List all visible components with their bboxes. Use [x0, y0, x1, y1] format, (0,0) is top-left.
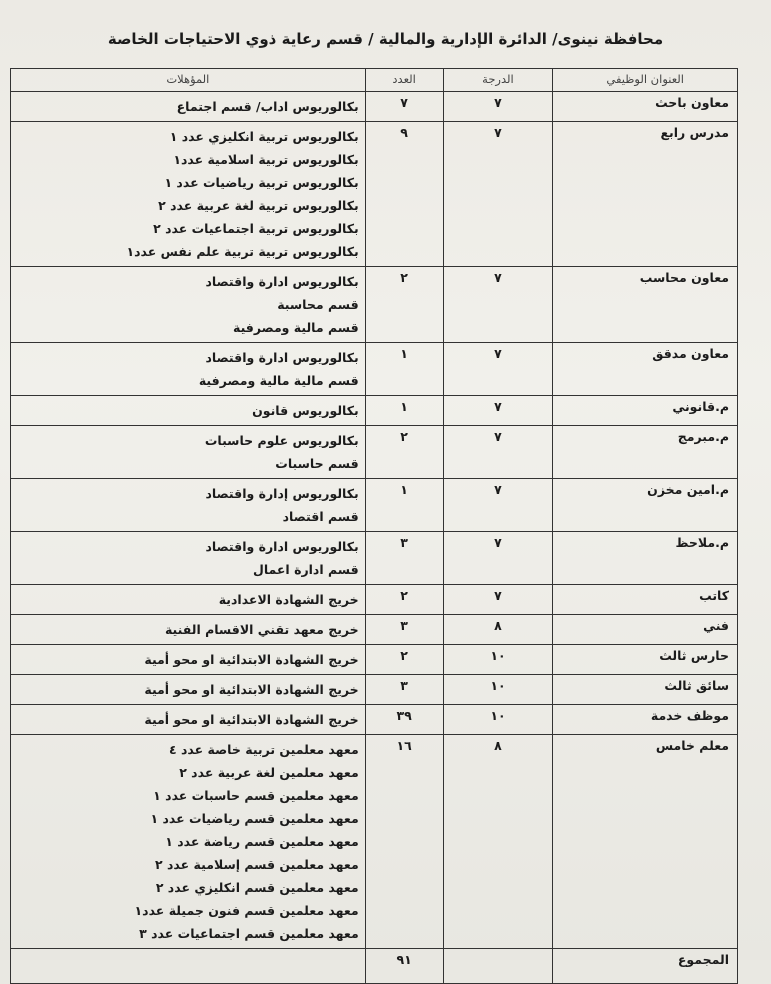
- job-title-cell: موظف خدمة: [553, 705, 738, 735]
- table-row: [11, 735, 738, 949]
- grade-cell: ٧: [443, 532, 553, 585]
- qualification-line: بكالوريوس تربية رياضيات عدد ١: [164, 175, 359, 190]
- jobs-table: [10, 68, 738, 984]
- count-cell: ١: [365, 343, 443, 396]
- job-title-cell: معاون باحث: [553, 92, 738, 122]
- grade-cell: ٧: [443, 343, 553, 396]
- job-title-cell: حارس ثالث: [553, 645, 738, 675]
- qualification-line: معهد معلمين قسم رياضة عدد ١: [165, 834, 359, 849]
- qualification-line: بكالوريوس علوم حاسبات: [204, 433, 359, 448]
- table-row: [11, 92, 738, 122]
- qualification-line: خريج الشهادة الابتدائية او محو أمية: [144, 712, 359, 727]
- qualification-line: بكالوريوس تربية انكليزي عدد ١: [169, 129, 359, 144]
- qualifications-cell: [11, 705, 366, 735]
- grade-cell: ٧: [443, 585, 553, 615]
- count-cell: ٢: [365, 267, 443, 343]
- count-cell: ١٦: [365, 735, 443, 949]
- qualification-line: قسم حاسبات: [275, 456, 359, 471]
- qualifications-cell: [11, 615, 366, 645]
- table-row: [11, 426, 738, 479]
- job-title-cell: معاون محاسب: [553, 267, 738, 343]
- count-cell: ٩: [365, 122, 443, 267]
- qualification-line: خريج الشهادة الابتدائية او محو أمية: [144, 682, 359, 697]
- qualification-line: بكالوريوس قانون: [252, 403, 359, 418]
- table-row: [11, 645, 738, 675]
- grade-cell: ٨: [443, 615, 553, 645]
- count-cell: ٣: [365, 532, 443, 585]
- count-cell: ٧: [365, 92, 443, 122]
- job-title-cell: مدرس رابع: [553, 122, 738, 267]
- qualification-line: معهد معلمين قسم حاسبات عدد ١: [153, 788, 359, 803]
- qualification-line: بكالوريوس تربية اسلامية عدد١: [173, 152, 359, 167]
- qualification-line: قسم ادارة اعمال: [252, 562, 359, 577]
- document-header: محافظة نينوى/ الدائرة الإدارية والمالية / قسم رعاية ذوي الاحتياجات الخاصة: [107, 30, 664, 48]
- table-row: [11, 615, 738, 645]
- qualifications-cell: [11, 122, 366, 267]
- count-cell: ١: [365, 396, 443, 426]
- qualification-line: بكالوريوس تربية اجتماعيات عدد ٢: [153, 221, 359, 236]
- grade-cell: ٧: [443, 426, 553, 479]
- total-qualifications-cell: [11, 949, 366, 984]
- grade-cell: ١٠: [443, 705, 553, 735]
- job-title-cell: م.مبرمج: [553, 426, 738, 479]
- table-row: [11, 479, 738, 532]
- qualification-line: بكالوريوس تربية لغة عربية عدد ٢: [158, 198, 359, 213]
- column-header-grade: الدرجة: [443, 69, 553, 92]
- qualification-line: معهد معلمين قسم رياضيات عدد ١: [150, 811, 359, 826]
- qualifications-cell: [11, 585, 366, 615]
- total-count: ٩١: [365, 949, 443, 984]
- qualifications-cell: [11, 532, 366, 585]
- qualification-line: معهد معلمين قسم فنون جميلة عدد١: [134, 903, 359, 918]
- count-cell: ١: [365, 479, 443, 532]
- table-row: [11, 343, 738, 396]
- job-title-cell: م.امين مخزن: [553, 479, 738, 532]
- total-label: المجموع: [553, 949, 738, 984]
- qualification-line: قسم اقتصاد: [282, 509, 359, 524]
- qualifications-cell: [11, 396, 366, 426]
- qualification-line: معهد معلمين تربية خاصة عدد ٤: [169, 742, 359, 757]
- grade-cell: ٧: [443, 92, 553, 122]
- job-title-cell: معاون مدقق: [553, 343, 738, 396]
- grade-cell: ٧: [443, 396, 553, 426]
- grade-cell: ٨: [443, 735, 553, 949]
- count-cell: ٣٩: [365, 705, 443, 735]
- total-row: [11, 949, 738, 984]
- count-cell: ٢: [365, 426, 443, 479]
- qualifications-cell: [11, 92, 366, 122]
- qualification-line: بكالوريوس ادارة واقتصاد: [205, 350, 359, 365]
- qualification-line: قسم مالية مالية ومصرفية: [198, 373, 359, 388]
- job-title-cell: سائق ثالث: [553, 675, 738, 705]
- count-cell: ٣: [365, 615, 443, 645]
- job-title-cell: فني: [553, 615, 738, 645]
- count-cell: ٢: [365, 585, 443, 615]
- table-row: [11, 267, 738, 343]
- qualification-line: قسم محاسبة: [277, 297, 359, 312]
- grade-cell: ٧: [443, 267, 553, 343]
- qualification-line: معهد معلمين قسم إسلامية عدد ٢: [155, 857, 359, 872]
- qualification-line: معهد معلمين قسم انكليزي عدد ٢: [155, 880, 359, 895]
- qualifications-cell: [11, 735, 366, 949]
- grade-cell: ١٠: [443, 675, 553, 705]
- qualification-line: معهد معلمين قسم اجتماعيات عدد ٣: [139, 926, 359, 941]
- qualifications-cell: [11, 675, 366, 705]
- qualifications-cell: [11, 479, 366, 532]
- table-row: [11, 532, 738, 585]
- table-row: [11, 705, 738, 735]
- job-title-cell: م.قانوني: [553, 396, 738, 426]
- grade-cell: ٧: [443, 122, 553, 267]
- job-title-cell: م.ملاحظ: [553, 532, 738, 585]
- job-title-cell: كاتب: [553, 585, 738, 615]
- qualification-line: خريج الشهادة الابتدائية او محو أمية: [144, 652, 359, 667]
- qualification-line: معهد معلمين لغة عربية عدد ٢: [179, 765, 359, 780]
- qualification-line: بكالوريوس ادارة واقتصاد: [205, 274, 359, 289]
- qualifications-cell: [11, 267, 366, 343]
- qualification-line: بكالوريوس تربية تربية علم نفس عدد١: [126, 244, 359, 259]
- qualification-line: بكالوريوس ادارة واقتصاد: [205, 539, 359, 554]
- qualifications-cell: [11, 343, 366, 396]
- qualification-line: خريج معهد تقني الاقسام الفنية: [164, 622, 359, 637]
- job-title-cell: معلم خامس: [553, 735, 738, 949]
- grade-cell: ١٠: [443, 645, 553, 675]
- table-row: [11, 675, 738, 705]
- table-row: [11, 585, 738, 615]
- count-cell: ٢: [365, 645, 443, 675]
- column-header-qualifications: المؤهلات: [11, 69, 366, 92]
- count-cell: ٣: [365, 675, 443, 705]
- table-header-row: [11, 69, 738, 92]
- total-grade-cell: [443, 949, 553, 984]
- table-row: [11, 122, 738, 267]
- qualifications-cell: [11, 426, 366, 479]
- table-body: [11, 92, 738, 949]
- qualification-line: بكالوريوس إدارة واقتصاد: [205, 486, 359, 501]
- column-header-count: العدد: [365, 69, 443, 92]
- column-header-title: العنوان الوظيفي: [553, 69, 738, 92]
- grade-cell: ٧: [443, 479, 553, 532]
- table-row: [11, 396, 738, 426]
- qualification-line: بكالوريوس اداب/ قسم اجتماع: [176, 99, 359, 114]
- qualification-line: خريج الشهادة الاعدادية: [218, 592, 359, 607]
- qualifications-cell: [11, 645, 366, 675]
- qualification-line: قسم مالية ومصرفية: [232, 320, 359, 335]
